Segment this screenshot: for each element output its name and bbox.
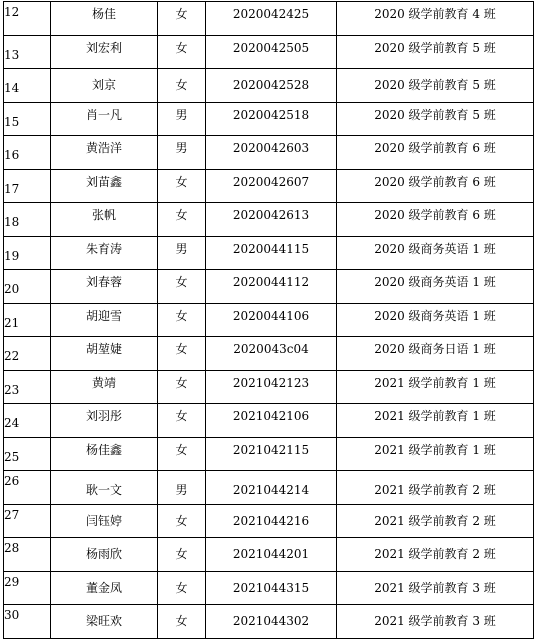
student-gender: 女 <box>158 571 206 605</box>
student-class: 2021 级学前教育 2 班 <box>337 538 534 572</box>
student-class: 2021 级学前教育 1 班 <box>337 437 534 471</box>
student-name: 刘京 <box>51 69 158 103</box>
student-class: 2020 级学前教育 4 班 <box>337 2 534 36</box>
student-id: 2021044315 <box>206 571 337 605</box>
table-row <box>4 203 534 237</box>
student-class: 2021 级学前教育 3 班 <box>337 571 534 605</box>
student-class: 2020 级学前教育 6 班 <box>337 203 534 237</box>
row-number: 14 <box>4 69 51 103</box>
student-id: 2021044214 <box>206 471 337 505</box>
table-row <box>4 437 534 471</box>
row-number: 13 <box>4 35 51 69</box>
student-class: 2020 级学前教育 6 班 <box>337 136 534 170</box>
student-name: 朱育涛 <box>51 236 158 270</box>
roster-body <box>4 2 534 639</box>
student-name: 杨佳 <box>51 2 158 36</box>
student-gender: 女 <box>158 203 206 237</box>
table-row <box>4 504 534 538</box>
student-class: 2021 级学前教育 1 班 <box>337 370 534 404</box>
student-gender: 女 <box>158 404 206 438</box>
student-id: 2020042518 <box>206 102 337 136</box>
table-row <box>4 69 534 103</box>
student-id: 2021044216 <box>206 504 337 538</box>
student-gender: 女 <box>158 538 206 572</box>
table-row <box>4 370 534 404</box>
table-row <box>4 571 534 605</box>
table-row <box>4 303 534 337</box>
student-gender: 女 <box>158 303 206 337</box>
table-row <box>4 337 534 371</box>
student-class: 2021 级学前教育 1 班 <box>337 404 534 438</box>
student-id: 2020042425 <box>206 2 337 36</box>
student-name: 胡迎雪 <box>51 303 158 337</box>
row-number: 29 <box>4 571 51 605</box>
row-number: 24 <box>4 404 51 438</box>
student-class: 2020 级学前教育 6 班 <box>337 169 534 203</box>
student-name: 胡堃婕 <box>51 337 158 371</box>
student-class: 2021 级学前教育 3 班 <box>337 605 534 639</box>
student-gender: 女 <box>158 270 206 304</box>
table-row <box>4 236 534 270</box>
student-id: 2020044115 <box>206 236 337 270</box>
row-number: 26 <box>4 471 51 505</box>
student-name: 张帆 <box>51 203 158 237</box>
table-row <box>4 270 534 304</box>
row-number: 19 <box>4 236 51 270</box>
student-class: 2020 级学前教育 5 班 <box>337 69 534 103</box>
student-gender: 男 <box>158 236 206 270</box>
student-gender: 女 <box>158 2 206 36</box>
row-number: 15 <box>4 102 51 136</box>
table-row <box>4 35 534 69</box>
student-gender: 女 <box>158 35 206 69</box>
student-id: 2021044302 <box>206 605 337 639</box>
student-gender: 男 <box>158 102 206 136</box>
row-number: 17 <box>4 169 51 203</box>
student-class: 2020 级学前教育 5 班 <box>337 35 534 69</box>
student-name: 黄浩洋 <box>51 136 158 170</box>
row-number: 28 <box>4 538 51 572</box>
student-name: 杨佳鑫 <box>51 437 158 471</box>
table-row <box>4 471 534 505</box>
student-gender: 男 <box>158 136 206 170</box>
student-class: 2020 级商务英语 1 班 <box>337 236 534 270</box>
student-id: 2020043c04 <box>206 337 337 371</box>
student-class: 2020 级商务英语 1 班 <box>337 270 534 304</box>
student-id: 2020044106 <box>206 303 337 337</box>
student-class: 2021 级学前教育 2 班 <box>337 471 534 505</box>
student-class: 2020 级学前教育 5 班 <box>337 102 534 136</box>
student-name: 刘羽彤 <box>51 404 158 438</box>
student-gender: 女 <box>158 605 206 639</box>
row-number: 20 <box>4 270 51 304</box>
student-id: 2021042106 <box>206 404 337 438</box>
student-name: 闫钰婷 <box>51 504 158 538</box>
table-row <box>4 169 534 203</box>
student-name: 刘宏利 <box>51 35 158 69</box>
row-number: 23 <box>4 370 51 404</box>
student-id: 2020042528 <box>206 69 337 103</box>
row-number: 30 <box>4 605 51 639</box>
table-row <box>4 404 534 438</box>
table-row <box>4 605 534 639</box>
student-name: 梁旺欢 <box>51 605 158 639</box>
student-id: 2021042115 <box>206 437 337 471</box>
table-row <box>4 102 534 136</box>
row-number: 25 <box>4 437 51 471</box>
row-number: 12 <box>4 2 51 36</box>
table-row <box>4 136 534 170</box>
student-class: 2021 级学前教育 2 班 <box>337 504 534 538</box>
student-name: 刘苗鑫 <box>51 169 158 203</box>
table-row <box>4 538 534 572</box>
student-id: 2020042607 <box>206 169 337 203</box>
student-name: 杨雨欣 <box>51 538 158 572</box>
student-name: 董金凤 <box>51 571 158 605</box>
student-name: 刘春蓉 <box>51 270 158 304</box>
student-class: 2020 级商务日语 1 班 <box>337 337 534 371</box>
student-id: 2021042123 <box>206 370 337 404</box>
student-id: 2020042613 <box>206 203 337 237</box>
row-number: 18 <box>4 203 51 237</box>
row-number: 27 <box>4 504 51 538</box>
student-gender: 女 <box>158 69 206 103</box>
student-id: 2020042505 <box>206 35 337 69</box>
student-gender: 女 <box>158 169 206 203</box>
student-class: 2020 级商务英语 1 班 <box>337 303 534 337</box>
row-number: 22 <box>4 337 51 371</box>
student-gender: 女 <box>158 337 206 371</box>
student-id: 2020042603 <box>206 136 337 170</box>
row-number: 21 <box>4 303 51 337</box>
student-gender: 男 <box>158 471 206 505</box>
student-name: 耿一文 <box>51 471 158 505</box>
student-name: 黄靖 <box>51 370 158 404</box>
student-id: 2021044201 <box>206 538 337 572</box>
row-number: 16 <box>4 136 51 170</box>
table-row <box>4 2 534 36</box>
student-gender: 女 <box>158 437 206 471</box>
student-id: 2020044112 <box>206 270 337 304</box>
student-gender: 女 <box>158 370 206 404</box>
student-roster-table <box>3 1 534 639</box>
student-name: 肖一凡 <box>51 102 158 136</box>
student-gender: 女 <box>158 504 206 538</box>
